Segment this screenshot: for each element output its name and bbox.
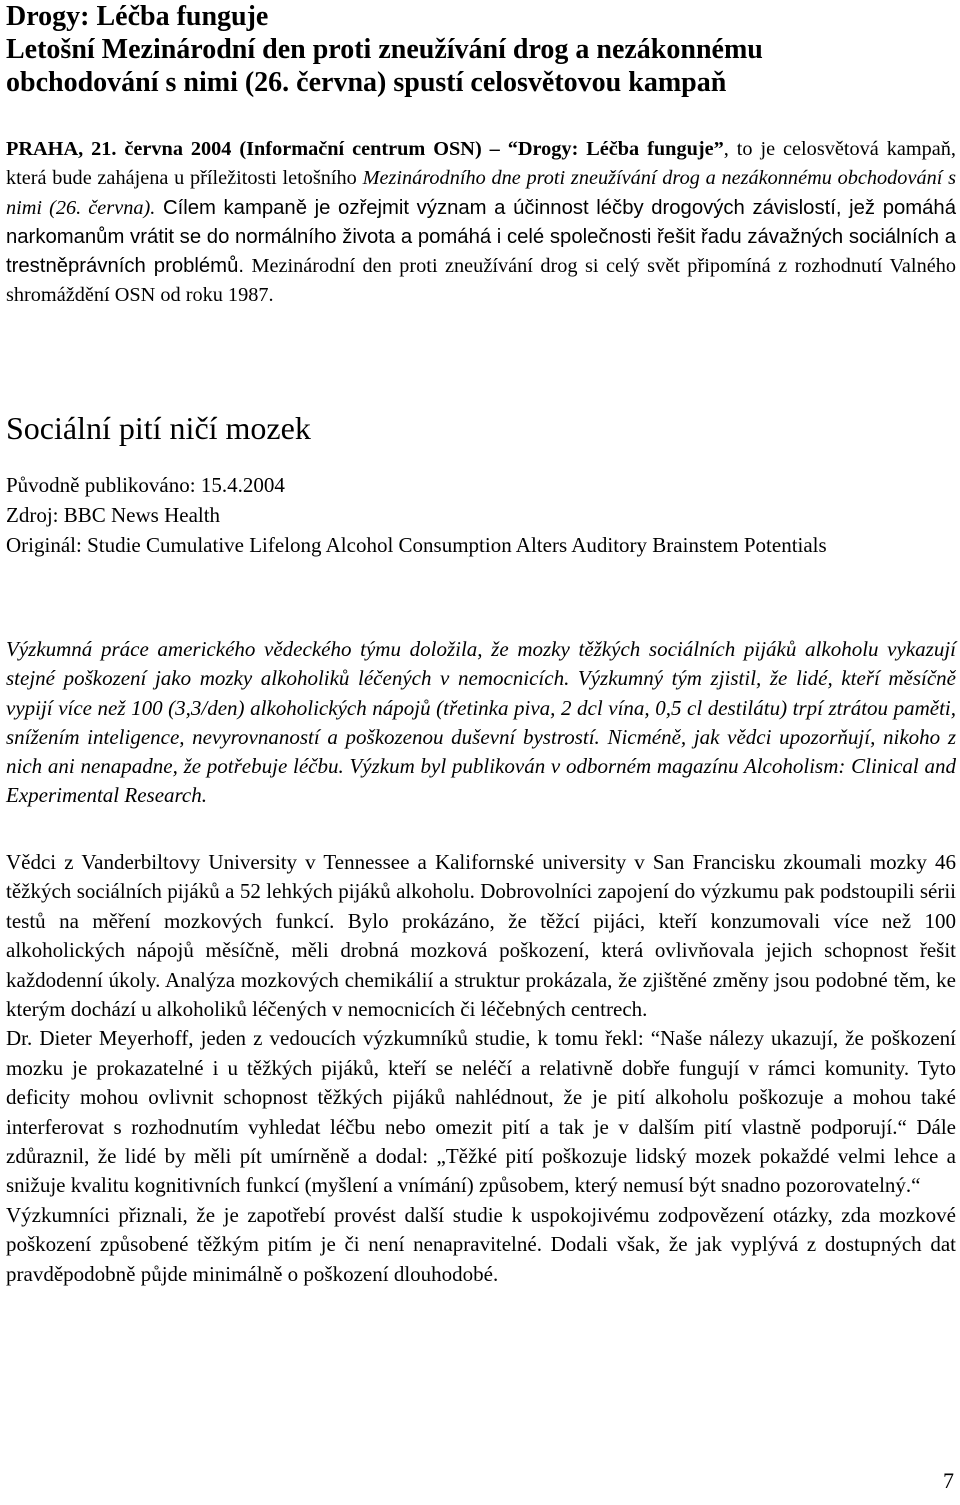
- heading-subtitle-line-2: obchodování s nimi (26. června) spustí celosvětovou kampaň: [6, 67, 727, 98]
- intro-after-quote: , to je celosvětová kampaň, která bude zahájena u příležitosti letošního: [6, 138, 956, 190]
- heading-subtitle-line-1: Letošní Mezinárodní den proti zneužívání drog a nezákonnému: [6, 34, 763, 65]
- article-meta: [6, 470, 956, 560]
- intro-lead: PRAHA, 21. června 2004 (Informační centrum OSN): [6, 138, 482, 160]
- article-body: [6, 848, 956, 1289]
- intro-last: Mezinárodní den proti zneužívání drog si celý svět připomíná z rozhodnutí Valného shromáždění OSN od roku 1987.: [6, 255, 956, 307]
- intro-rest: Cílem kampaně je ozřejmit význam a účinnost léčby drogových závislostí, jež pomáhá narkomanům vrátit se do normálního života a pomáhá i celé společnosti řešit řadu závažných sociálních a trestněprávních problémů.: [6, 196, 956, 278]
- abstract-paragraph: Výzkumná práce amerického vědeckého týmu doložila, že mozky těžkých sociálních pijáků alkoholu vykazují stejné poškození jako mozky alkoholiků léčených v nemocnicích. Výzkumný tým zjistil, že lidé, kteří měsíčně vypijí více než 100 (3,3/den) alkoholických nápojů (třetinka piva, 2 dcl vína, 0,5 cl destilátu) trpí ztrátou paměti, snížením inteligence, nevyrovnaností a poškozenou duševní bystrostí. Nicméně, jak vědci upozorňují, nikoho z nich ani nenapadne, že potřebuje léčbu. Výzkum byl publikován v odborném magazínu Alcoholism: Clinical and Experimental Research.: [6, 637, 956, 808]
- section-title: Sociální pití ničí mozek: [6, 410, 311, 446]
- page-number: 7: [943, 1468, 954, 1493]
- intro-paragraph: [6, 135, 956, 311]
- published-date: Původně publikováno: 15.4.2004: [6, 473, 285, 497]
- body-paragraph-1: Vědci z Vanderbiltovy University v Tennessee a Kalifornské university v San Francisku zkoumali mozky 46 těžkých sociálních pijáků a 52 lehkých pijáků alkoholu. Dobrovolníci zapojení do výzkumu pak podstoupili sérii testů na měření mozkových funkcí. Bylo prokázáno, že těžcí pijáci, kteří konzumovali více než 100 alkoholických nápojů měsíčně, měli drobná mozková poškození, která ovlivňovala jejich schopnost řešit každodenní úkoly. Analýza mozkových chemikálií a struktur prokázala, že zjištěné změny jsou podobné těm, ke kterým dochází u alkoholiků léčených v nemocnicích či léčebných centrech.: [6, 850, 956, 1022]
- intro-dash: –: [481, 138, 508, 160]
- article-heading: [6, 0, 956, 99]
- document-content: [6, 0, 956, 1286]
- intro-event-name: Mezinárodního dne proti zneužívání drog a nezákonnému obchodování s nimi (26. června).: [6, 167, 956, 219]
- heading-title: Drogy: Léčba funguje: [6, 1, 269, 32]
- intro-quote: “Drogy: Léčba funguje”: [507, 138, 724, 160]
- source-line: Zdroj: BBC News Health: [6, 503, 221, 527]
- original-study-line: Originál: Studie Cumulative Lifelong Alcohol Consumption Alters Auditory Brainstem Potentials: [6, 533, 827, 557]
- body-paragraph-3: Výzkumníci přiznali, že je zapotřebí provést další studie k uspokojivému zodpovězení otázky, zda mozkové poškození způsobené těžkým pitím je či není nenapravitelné. Dodali však, že jak vyplývá z dostupných dat pravděpodobně půjde minimálně o poškození dlouhodobé.: [6, 1202, 956, 1286]
- body-paragraph-2: Dr. Dieter Meyerhoff, jeden z vedoucích výzkumníků studie, k tomu řekl: “Naše nálezy ukazují, že poškození mozku je prokazatelné i u těžkých pijáků, kteří se neléčí a relativně dobře fungují v rámci komunity. Tyto deficity mohou ovlivnit schopnost těžkých pijáků nahlédnout, že je pití alkoholu poškozuje a mohou také interferovat s rozhodnutím vyhledat léčbu nebo omezit pití a tak je v dalším pití vlastně podporují.“ Dále zdůraznil, že lidé by měli pít umírněně a dodal: „Těžké pití poškozuje lidský mozek pokaždé velmi lehce a snižuje kvalitu kognitivních funkcí (myšlení a vnímání) způsobem, který nemusí být snadno pozorovatelný.“: [6, 1026, 956, 1198]
